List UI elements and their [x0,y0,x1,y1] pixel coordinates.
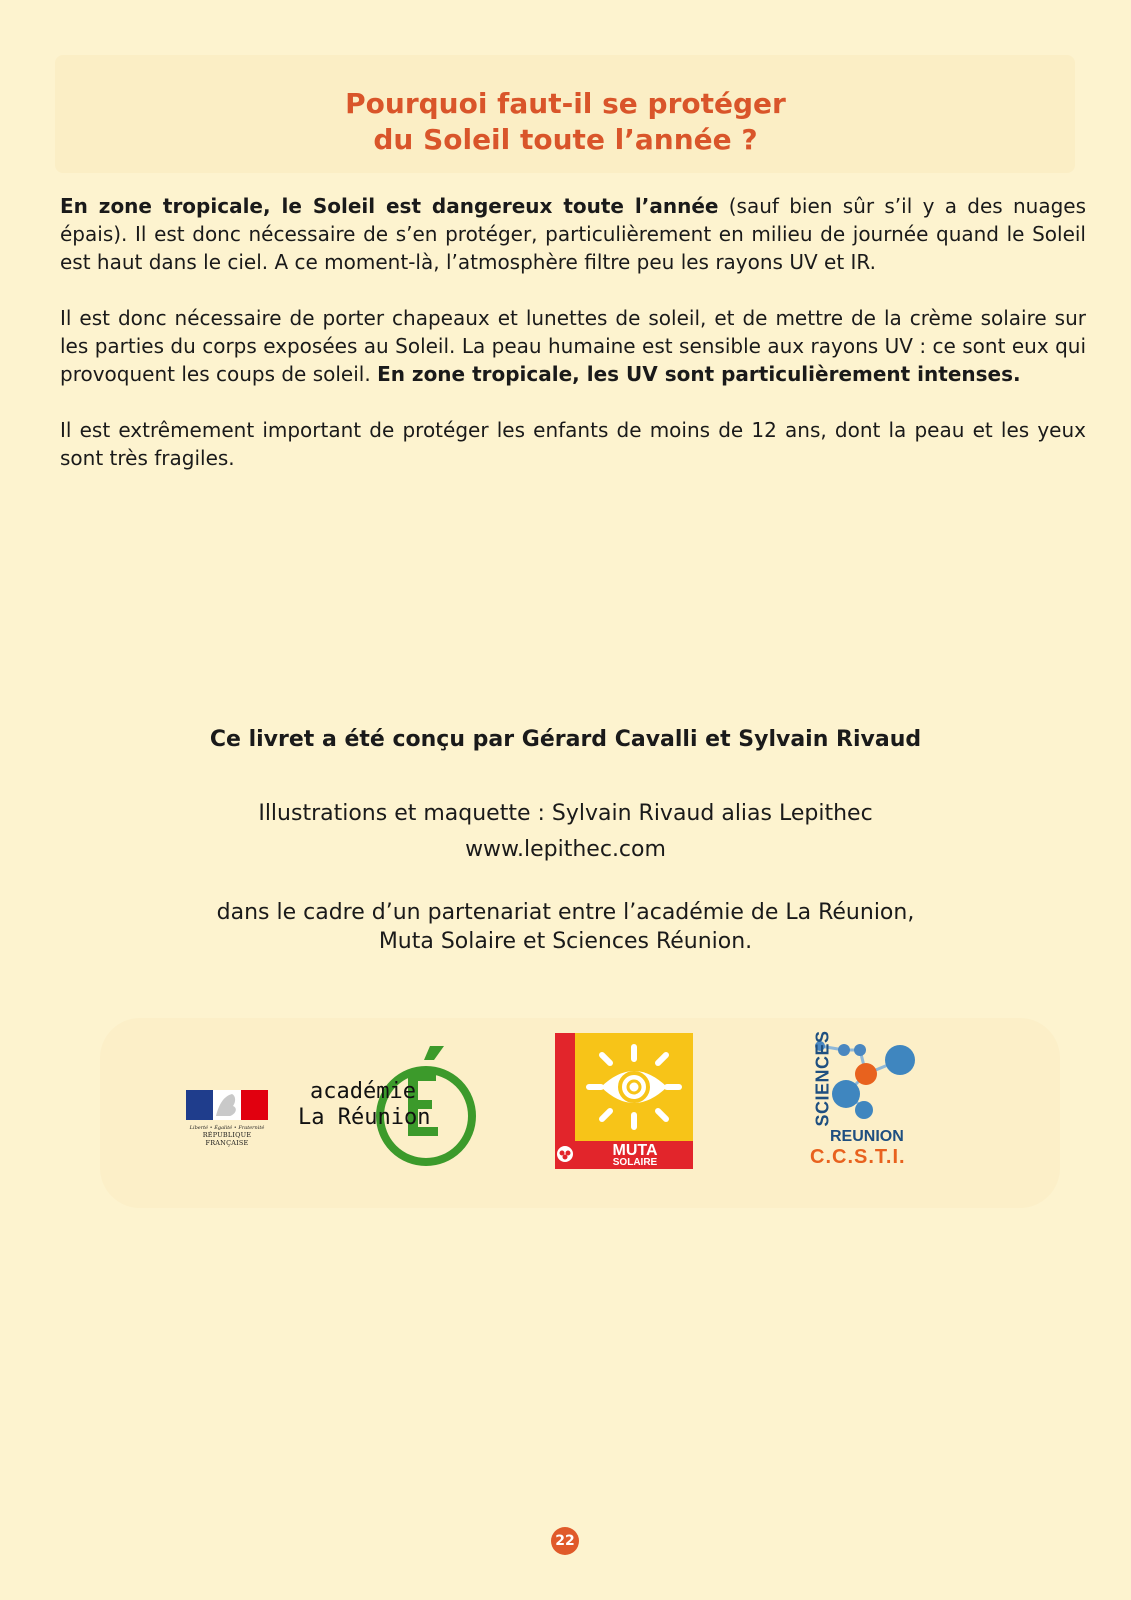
muta-line-1: MUTA [612,1142,658,1159]
paragraph-1-bold: En zone tropicale, le Soleil est dangereux toute l’année [60,194,719,218]
sciences-vertical-label: SCIENCES [812,1030,833,1127]
sciences-reunion-logo [806,1030,946,1170]
title-line-1: Pourquoi faut-il se protéger [345,87,786,120]
academie-line-2: La Réunion [298,1105,431,1130]
republique-motto: Liberté • Égalité • Fraternité [189,1125,265,1131]
muta-line-2: SOLAIRE [612,1157,658,1168]
credits-illustrations: Illustrations et maquette : Sylvain Rivaud alias Lepithec [258,801,873,826]
credits-website: www.lepithec.com [465,837,666,862]
sciences-line-1: REUNION [830,1128,904,1145]
muta-hearts-icon [556,1145,574,1163]
paragraph-3: Il est extrêmement important de protéger les enfants de moins de 12 ans, dont la peau et les yeux sont très fragiles. [60,418,1086,470]
page-title [0,86,1131,158]
sciences-line-2: C.C.S.T.I. [810,1146,906,1168]
credits-partnership-2: Muta Solaire et Sciences Réunion. [378,929,753,954]
republique-francaise-logo [186,1090,268,1147]
credits-authors [0,725,1131,755]
title-line-2: du Soleil toute l’année ? [373,123,758,156]
marianne-flag-icon [186,1090,268,1120]
muta-solaire-logo [555,1033,693,1169]
paragraph-2-text: Il est donc nécessaire de porter chapeaux et lunettes de soleil, et de mettre de la crème solaire sur les parties du corps exposées au Soleil. La peau humaine est sensible aux rayons UV : ce sont eux qui provoquent les coups de soleil. [60,306,1086,386]
academie-line-1: académie [310,1079,416,1104]
credits-partnership-1: dans le cadre d’un partenariat entre l’académie de La Réunion, [216,900,915,925]
academie-reunion-logo [296,1046,476,1166]
body-text [60,192,1086,500]
republique-name: RÉPUBLIQUE FRANÇAISE [202,1131,252,1147]
sun-eye-icon [575,1033,693,1141]
paragraph-1 [60,192,1086,276]
paragraph-2-bold: En zone tropicale, les UV sont particulièrement intenses. [377,362,1021,386]
credits-authors-text: Ce livret a été conçu par Gérard Cavalli et Sylvain Rivaud [209,727,922,752]
paragraph-1-text: (sauf bien sûr s’il y a des nuages épais). Il est donc nécessaire de s’en protéger, particulièrement en milieu de journée quand le Soleil est haut dans le ciel. A ce moment-là, l’atmosphère filtre peu les rayons UV et IR. [60,194,1086,274]
paragraph-2 [60,304,1086,388]
page-number: 22 [551,1527,579,1555]
